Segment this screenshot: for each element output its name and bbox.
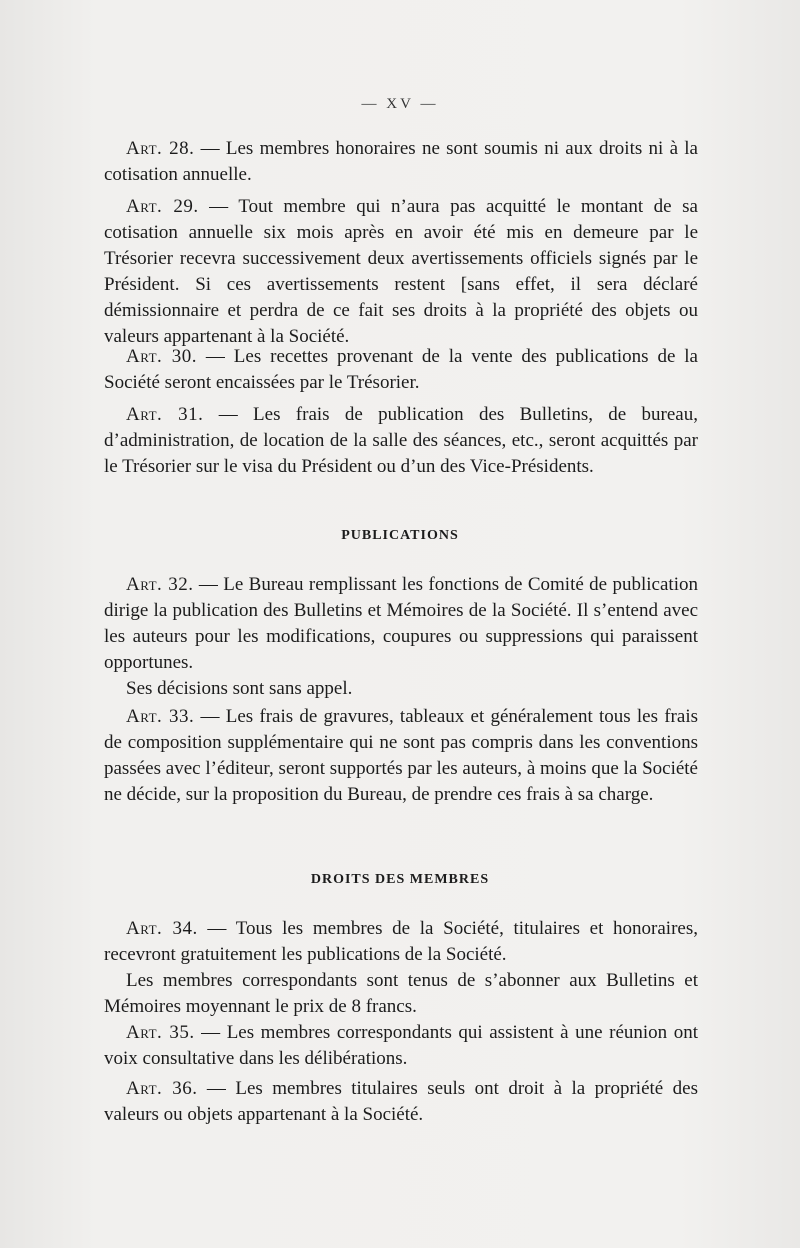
article-35 — [104, 1020, 698, 1072]
article-28 — [104, 136, 698, 188]
article-label: Art. 32. — [126, 574, 194, 595]
article-33 — [104, 704, 698, 808]
article-label: Art. 28. — [126, 138, 195, 159]
article-text: — Tous les membres de la Société, titulaires et honoraires, recevront gratuitement les publications de la Société. — [104, 918, 698, 965]
article-text: — Les frais de publication des Bulletins, de bureau, d’administration, de location de la salle des séances, etc., seront acquittés par le Trésorier sur le visa du Président ou d’un des Vice-Présidents. — [104, 404, 698, 477]
article-text: — Les membres honoraires ne sont soumis ni aux droits ni à la cotisation annuelle. — [104, 138, 698, 185]
article-label: Art. 36. — [126, 1078, 198, 1099]
article-text: — Les membres correspondants qui assistent à une réunion ont voix consultative dans les délibérations. — [104, 1022, 698, 1069]
section-heading-droits: DROITS DES MEMBRES — [310, 872, 490, 887]
article-label: Art. 34. — [126, 918, 198, 939]
article-text-continued: Les membres correspondants sont tenus de s’abonner aux Bulletins et Mémoires moyennant le prix de 8 francs. — [104, 970, 698, 1017]
article-label: Art. 30. — [126, 346, 197, 367]
article-text: — Les frais de gravures, tableaux et généralement tous les frais de composition supplémentaire qui ne sont pas compris dans les conventions passées avec l’éditeur, seront supportés par les auteurs, à moins que la Société ne décide, sur la proposition du Bureau, de prendre ces frais à sa charge. — [104, 706, 698, 805]
article-text: — Tout membre qui n’aura pas acquitté le montant de sa cotisation annuelle six mois après en avoir été mis en demeure par le Trésorier recevra successivement deux avertissements officiels signés par le Président. Si ces avertissements restent [sans effet, il sera déclaré démissionnaire et perdra de ce fait ses droits à la propriété des objets ou valeurs appartenant à la Société. — [104, 196, 698, 347]
article-text-continued: Ses décisions sont sans appel. — [126, 678, 353, 699]
article-32 — [104, 572, 698, 702]
article-label: Art. 33. — [126, 706, 195, 727]
section-heading-publications: PUBLICATIONS — [341, 528, 459, 543]
article-text: — Les membres titulaires seuls ont droit à la propriété des valeurs ou objets appartenant à la Société. — [104, 1078, 698, 1125]
article-text: — Les recettes provenant de la vente des publications de la Société seront encaissées par le Trésorier. — [104, 346, 698, 393]
article-31 — [104, 402, 698, 480]
article-label: Art. 35. — [126, 1022, 195, 1043]
article-34 — [104, 916, 698, 1020]
article-30 — [104, 344, 698, 396]
page-number: — XV — — [361, 96, 439, 112]
article-text: — Le Bureau remplissant les fonctions de Comité de publication dirige la publication des Bulletins et Mémoires de la Société. Il s’entend avec les auteurs pour les modifications, coupures ou suppressions qui paraissent opportunes. — [104, 574, 698, 673]
article-36 — [104, 1076, 698, 1128]
article-label: Art. 29. — [126, 196, 199, 217]
article-29 — [104, 194, 698, 350]
article-label: Art. 31. — [126, 404, 204, 425]
